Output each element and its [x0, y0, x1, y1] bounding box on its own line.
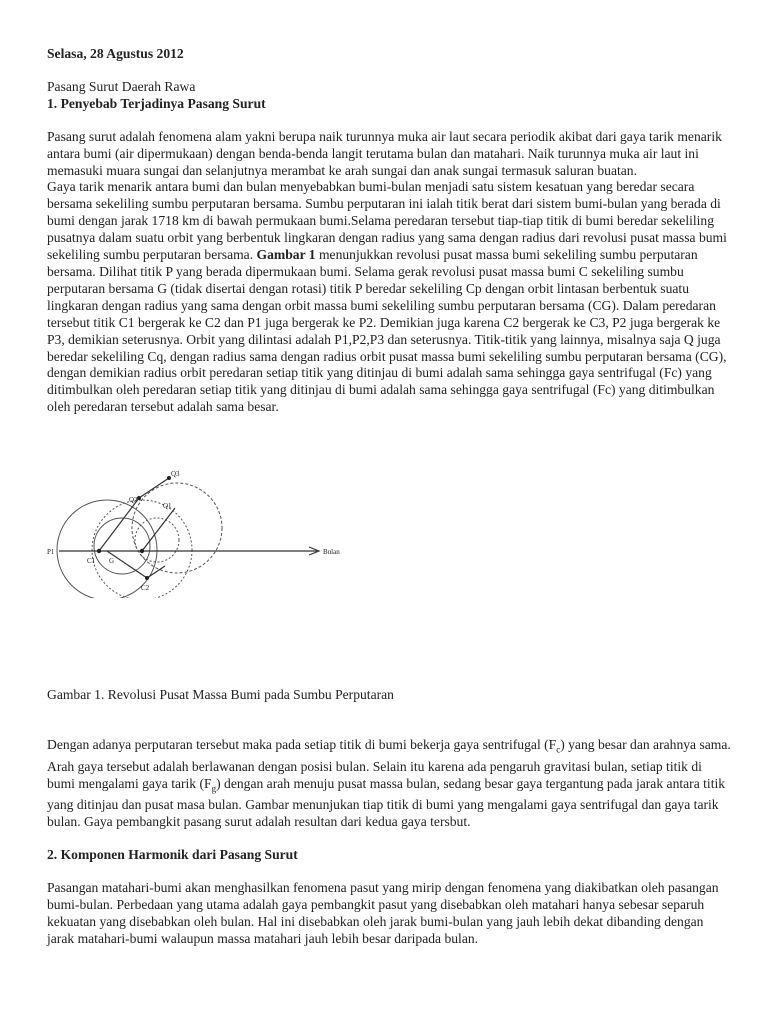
paragraph-3	[47, 737, 731, 831]
label-bulan: Bulan	[323, 548, 340, 556]
arrow-q2	[139, 478, 169, 498]
figure-caption: Gambar 1. Revolusi Pusat Massa Bumi pada Sumbu Perputaran	[47, 687, 394, 702]
label-q3: Q3	[171, 470, 180, 478]
paragraph-1: Pasang surut adalah fenomena alam yakni berupa naik turunnya muka air laut secara periodik akibat dari gaya tarik menarik antara bumi (air dipermukaan) dengan benda-benda langit terutama bulan dan matahari. Naik turunnya muka air laut ini memasuki muara sungai dan selanjutnya merambat ke arah sungai dan anak sungai termasuk saluran buatan.	[47, 128, 722, 178]
lower-section	[47, 737, 731, 948]
paragraph-2-text-b: menunjukkan revolusi pusat massa bumi sekeliling sumbu perputaran bersama. Dilihat titik P yang berada dipermukaan bumi. Selama gerak revolusi pusat massa bumi C sekeliling sumbu perputaran bersama G (tidak disertai dengan rotasi) titik P beredar sekeliling Cp dengan orbit lintasan berbentuk suatu lingkaran dengan radius yang sama dengan orbit massa bumi sekeliling sumbu perputaran bersama (CG). Dalam peredaran tersebut titik C1 bergerak ke C2 dan P1 juga bergerak ke P2. Demikian juga karena C2 bergerak ke C3, P2 juga bergerak ke P3, demikian seterusnya. Orbit yang dilintasi adalah P1,P2,P3 dan seterusnya. Titik-titik yang lainnya, misalnya saja Q juga beredar sekeliling Cq, dengan radius sama dengan radius orbit pusat massa bumi sekeliling sumbu perputaran bersama (CG), dengan demikian radius orbit peredaran setiap titik yang ditinjau di bumi adalah sama sehingga gaya sentrifugal (Fc) yang ditimbulkan oleh peredaran setiap titik yang ditinjau di bumi adalah sama sehingga gaya sentrifugal (Fc) yang ditimbulkan oleh peredaran tersebut adalah sama besar.	[47, 247, 727, 415]
earth-circle-3	[132, 483, 222, 573]
figure-reference: Gambar 1	[256, 247, 316, 263]
paragraph-3-text-b: ) yang besar dan arahnya sama. Arah gaya tersebut adalah berlawanan dengan posisi bulan. Selain itu karena ada pengaruh gravitasi bulan, setiap titik di bumi mengalami gaya tarik (F	[47, 737, 731, 791]
label-g: G	[109, 557, 115, 565]
point-g	[97, 549, 101, 553]
label-c2: C2	[141, 584, 150, 592]
post-date: Selasa, 28 Agustus 2012	[47, 46, 184, 61]
point-c1	[145, 576, 149, 580]
paragraph-4: Pasangan matahari-bumi akan menghasilkan fenomena pasut yang mirip dengan fenomena yang diakibatkan oleh pasangan bumi-bulan. Perbedaan yang utama adalah gaya pembangkit pasut yang disebabkan oleh matahari hanya sebesar separuh kekuatan yang disebabkan oleh bulan. Hal ini disebabkan oleh jarak bumi-bulan yang jauh lebih dekat dibanding dengan jarak matahari-bumi walaupun massa matahari jauh lebih besar daripada bulan.	[47, 879, 719, 946]
subscript-g: g	[211, 783, 217, 794]
point-c	[140, 549, 144, 553]
revolution-diagram	[47, 468, 367, 598]
paragraph-3-text-c: ) dengan arah menuju pusat massa bulan, sedang besar gaya tergantung pada jarak antara titik yang ditinjau dan pusat masa bulan. Gambar menunjukan tiap titik di bumi yang mengalami gaya sentrifugal dan gaya tarik bulan. Gaya pembangkit pasang surut adalah resultan dari kedua gaya tersbut.	[47, 775, 726, 830]
point-q	[137, 496, 141, 500]
arrow-p	[142, 508, 175, 551]
post-subtitle: Pasang Surut Daerah Rawa	[47, 78, 196, 94]
arrow-q	[99, 498, 139, 551]
label-q2: Q2	[129, 496, 138, 504]
label-q1: Q1	[163, 502, 172, 510]
paragraph-2	[47, 179, 731, 416]
section1-heading: 1. Penyebab Terjadinya Pasang Surut	[47, 95, 266, 111]
paragraph-3-text-a: Dengan adanya perputaran tersebut maka pada setiap titik di bumi bekerja gaya sentrifugal (F	[47, 737, 557, 752]
section2-heading: 2. Komponen Harmonik dari Pasang Surut	[47, 846, 298, 862]
subscript-c: c	[556, 744, 561, 755]
paragraph-2-text-a: Gaya tarik menarik antara bumi dan bulan menyebabkan bumi-bulan menjadi satu sistem kesatuan yang beredar secara bersama sekeliling sumbu perputaran bersama. Sumbu perputaran ini ialah titik berat dari sistem bumi-bulan yang berada di bumi dengan jarak 1718 km di bawah permukaan bumi.Selama peredaran tersebut tiap-tiap titik di bumi beredar sekeliling pusatnya dalam suatu orbit yang berbentuk lingkaran dengan radius yang sama dengan radius dari revolusi pusat massa bumi sekeliling sumbu perputaran bersama.	[47, 179, 727, 263]
label-c1: C1	[87, 557, 96, 565]
document-page	[47, 40, 731, 416]
label-p1: P1	[47, 548, 55, 556]
